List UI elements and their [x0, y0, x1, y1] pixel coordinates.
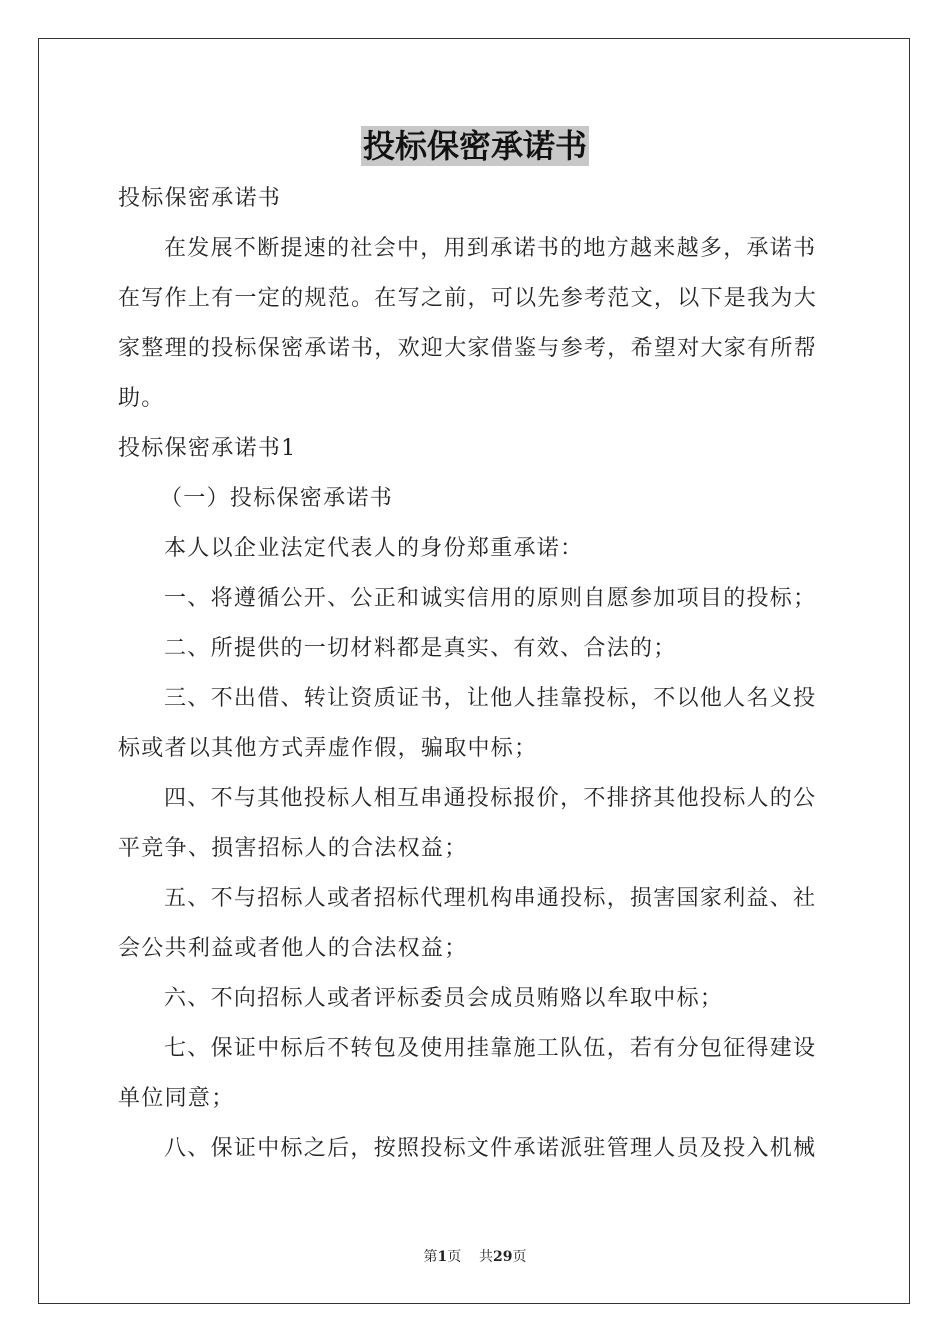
body-line: 本人以企业法定代表人的身份郑重承诺： — [164, 536, 584, 561]
body-line: 助。 — [118, 386, 165, 411]
total-pages: 29 — [493, 1249, 513, 1265]
clause-line: 六、不向招标人或者评标委员会成员贿赂以牟取中标； — [164, 986, 724, 1011]
page-prefix: 第 — [423, 1249, 438, 1265]
page-suffix: 页 — [447, 1249, 462, 1265]
section-heading: 投标保密承诺书1 — [118, 436, 297, 461]
total-suffix: 页 — [512, 1249, 527, 1265]
subtitle-line: 投标保密承诺书 — [118, 186, 282, 211]
clause-line: 单位同意； — [118, 1086, 235, 1111]
clause-line: 八、保证中标之后，按照投标文件承诺派驻管理人员及投入机械 — [164, 1136, 817, 1161]
body-line: 在发展不断提速的社会中，用到承诺书的地方越来越多，承诺书 — [164, 236, 817, 261]
subsection-heading: （一）投标保密承诺书 — [160, 486, 394, 511]
title-container — [0, 126, 950, 166]
clause-line: 标或者以其他方式弄虚作假，骗取中标； — [118, 736, 538, 761]
page-footer — [0, 1248, 950, 1266]
body-line: 家整理的投标保密承诺书，欢迎大家借鉴与参考，希望对大家有所帮 — [118, 336, 818, 361]
clause-line: 七、保证中标后不转包及使用挂靠施工队伍，若有分包征得建设 — [164, 1036, 817, 1061]
total-prefix: 共 — [479, 1249, 494, 1265]
page-border — [38, 38, 910, 1304]
clause-line: 平竞争、损害招标人的合法权益； — [118, 836, 468, 861]
body-line: 在写作上有一定的规范。在写之前，可以先参考范文，以下是我为大 — [118, 286, 818, 311]
page-number: 1 — [437, 1249, 448, 1265]
clause-line: 一、将遵循公开、公正和诚实信用的原则自愿参加项目的投标； — [164, 586, 817, 611]
clause-line: 二、所提供的一切材料都是真实、有效、合法的； — [164, 636, 677, 661]
clause-line: 四、不与其他投标人相互串通投标报价，不排挤其他投标人的公 — [164, 786, 817, 811]
document-title: 投标保密承诺书 — [362, 127, 587, 165]
clause-line: 会公共利益或者他人的合法权益； — [118, 936, 468, 961]
clause-line: 三、不出借、转让资质证书，让他人挂靠投标，不以他人名义投 — [164, 686, 817, 711]
clause-line: 五、不与招标人或者招标代理机构串通投标，损害国家利益、社 — [164, 886, 817, 911]
